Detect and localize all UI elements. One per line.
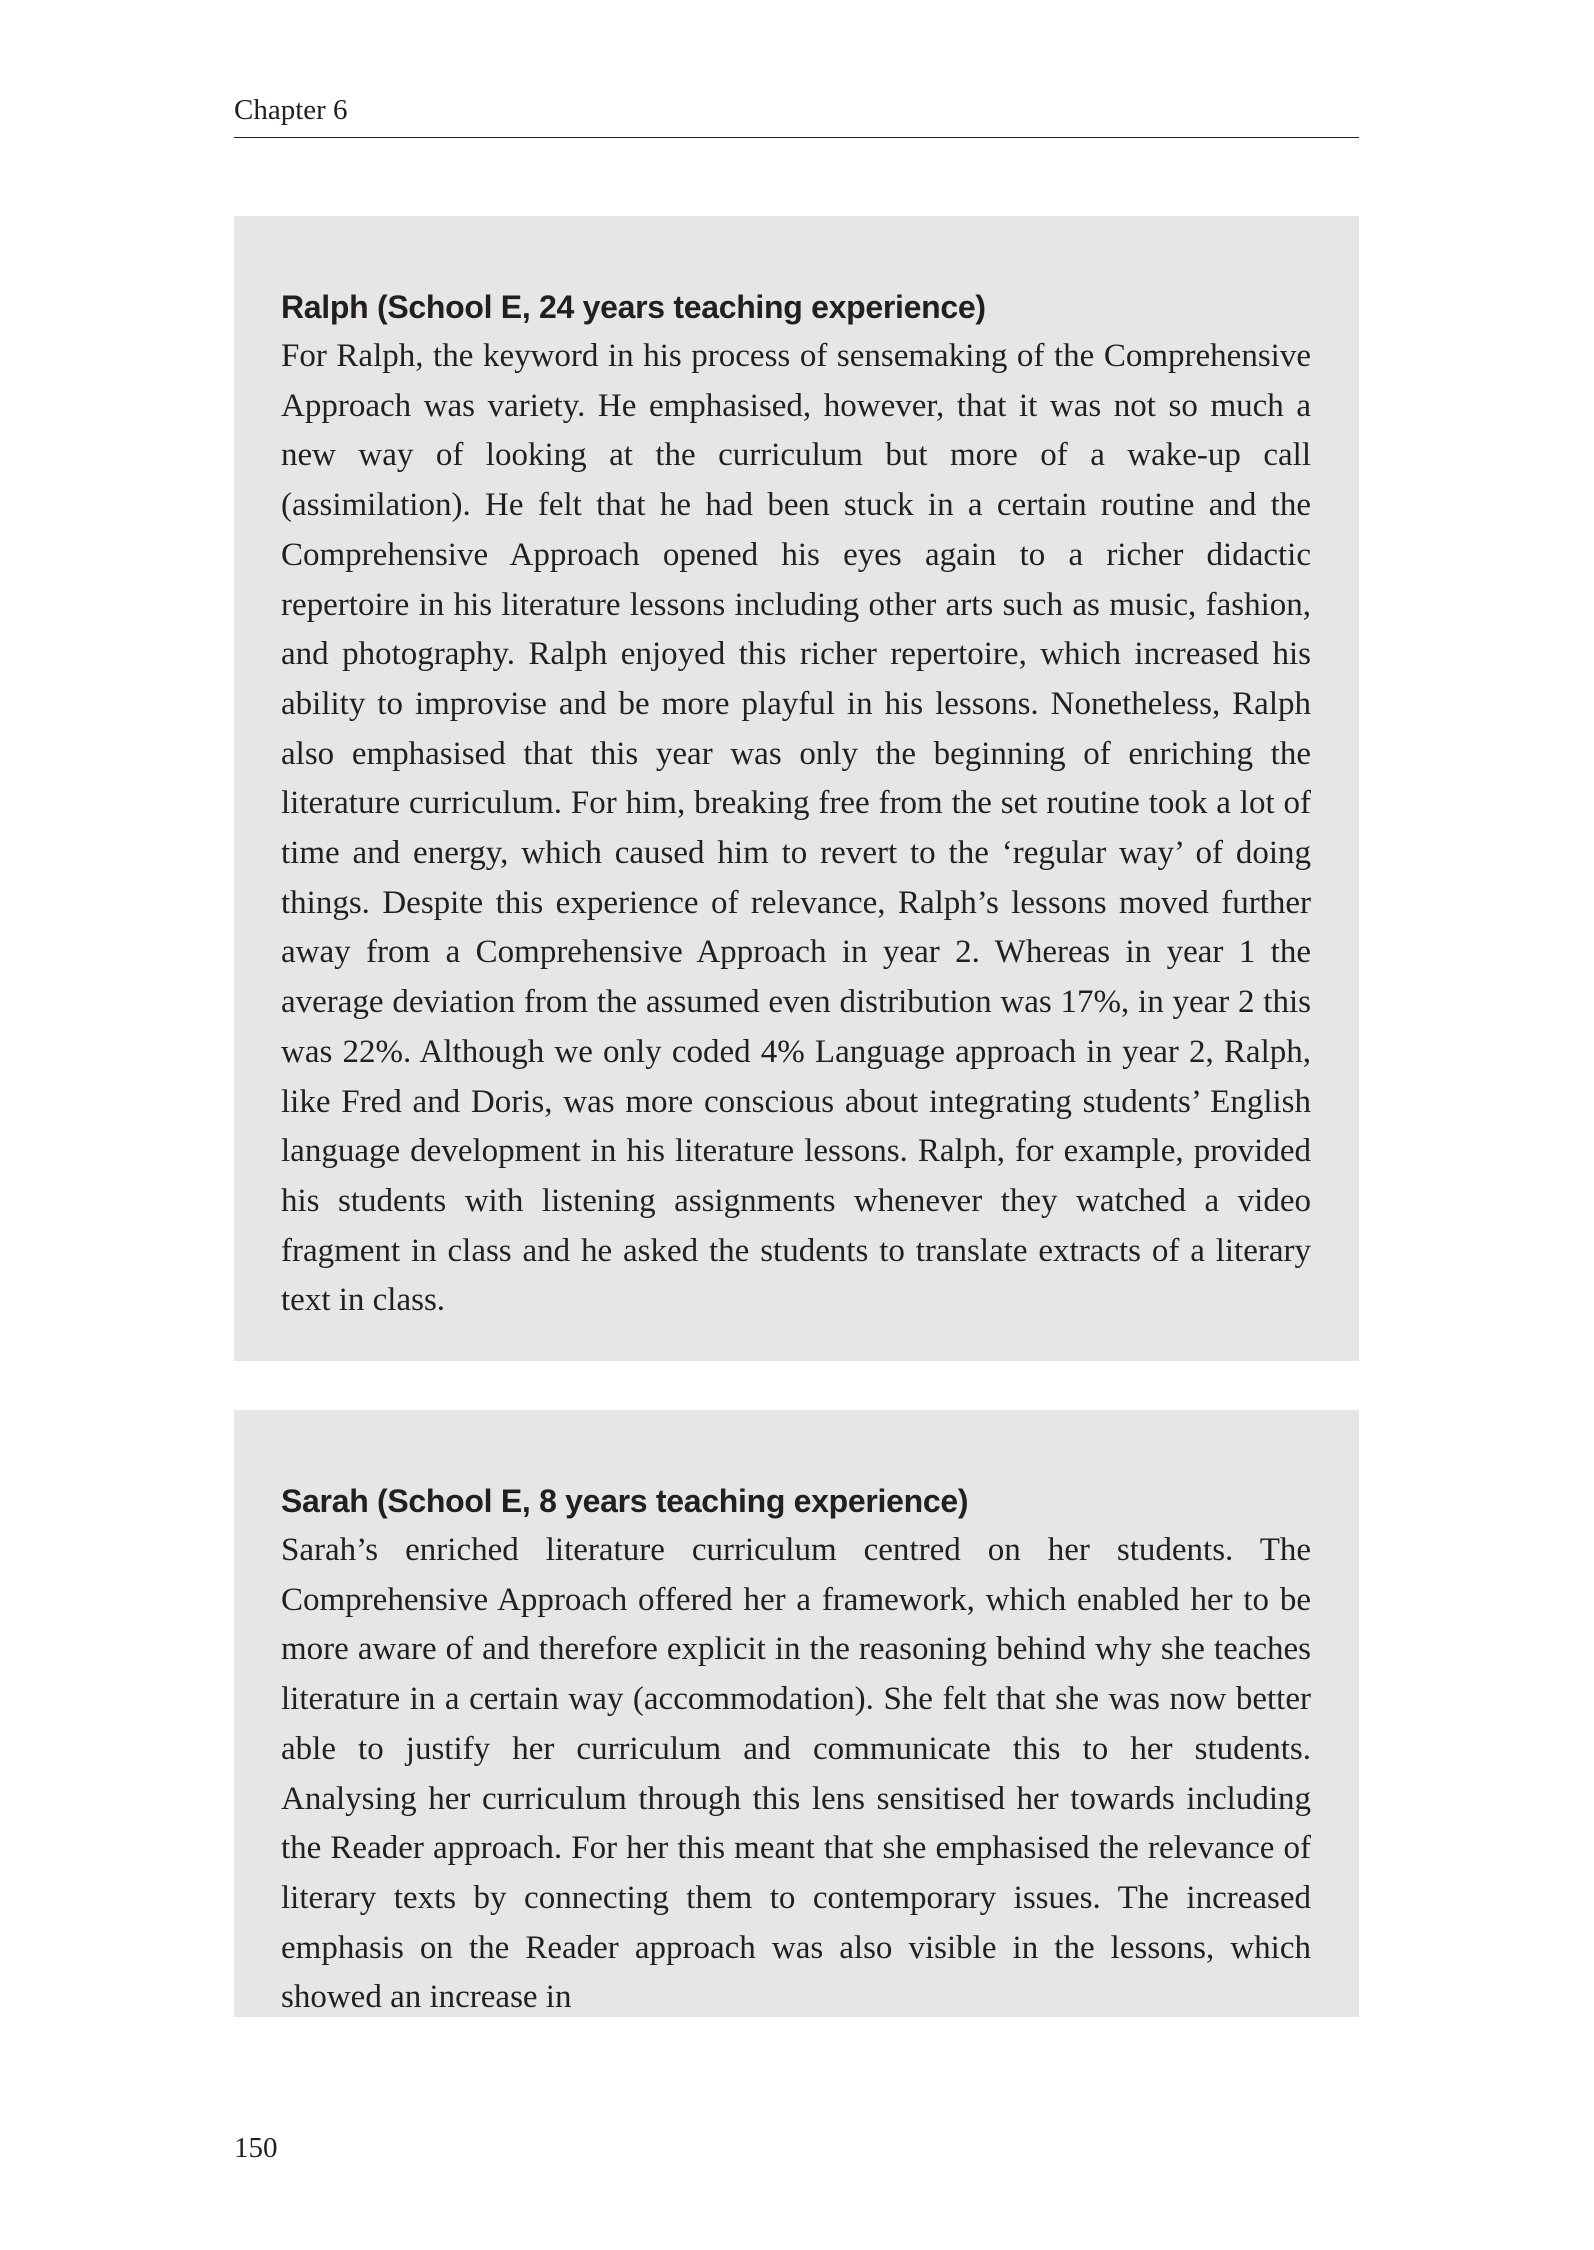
header-rule: [234, 137, 1359, 138]
case-heading: Ralph (School E, 24 years teaching experience): [281, 289, 986, 325]
case-box-ralph: [234, 216, 1359, 1361]
case-body-text: Sarah’s enriched literature curriculum centred on her students. The Comprehensive Approach offered her a framework, which enabled her to be more aware of and therefore explicit in the reasoning behind why she teaches literature in a certain way (accommodation). She felt that she was now better able to justify her curriculum and communicate this to her students. Analysing her curriculum through this lens sensitised her towards including the Reader approach. For her this meant that she emphasised the relevance of literary texts by connecting them to contemporary issues. The increased emphasis on the Reader approach was also visible in the lessons, which showed an increase in: [281, 1532, 1311, 2016]
running-head: Chapter 6: [234, 94, 348, 126]
case-heading: Sarah (School E, 8 years teaching experience): [281, 1483, 969, 1519]
case-box-sarah: [234, 1410, 1359, 2017]
case-body-text: For Ralph, the keyword in his process of sensemaking of the Comprehensive Approach was variety. He emphasised, however, that it was not so much a new way of looking at the curriculum but more of a wake-up call (assimilation). He felt that he had been stuck in a certain routine and the Comprehensive Approach opened his eyes again to a richer didactic repertoire in his literature lessons including other arts such as music, fashion, and photography. Ralph enjoyed this richer repertoire, which increased his ability to improvise and be more playful in his lessons. Nonetheless, Ralph also emphasised that this year was only the beginning of enriching the literature curriculum. For him, breaking free from the set routine took a lot of time and energy, which caused him to revert to the ‘regular way’ of doing things. Despite this experience of relevance, Ralph’s lessons moved further away from a Comprehensive Approach in year 2. Whereas in year 1 the average deviation from the assumed even distribution was 17%, in year 2 this was 22%. Although we only coded 4% Language approach in year 2, Ralph, like Fred and Doris, was more conscious about integrating students’ English language development in his literature lessons. Ralph, for example, provided his students with listening assignments whenever they watched a video fragment in class and he asked the students to translate extracts of a literary text in class.: [281, 338, 1311, 1319]
page-number: 150: [234, 2132, 278, 2164]
